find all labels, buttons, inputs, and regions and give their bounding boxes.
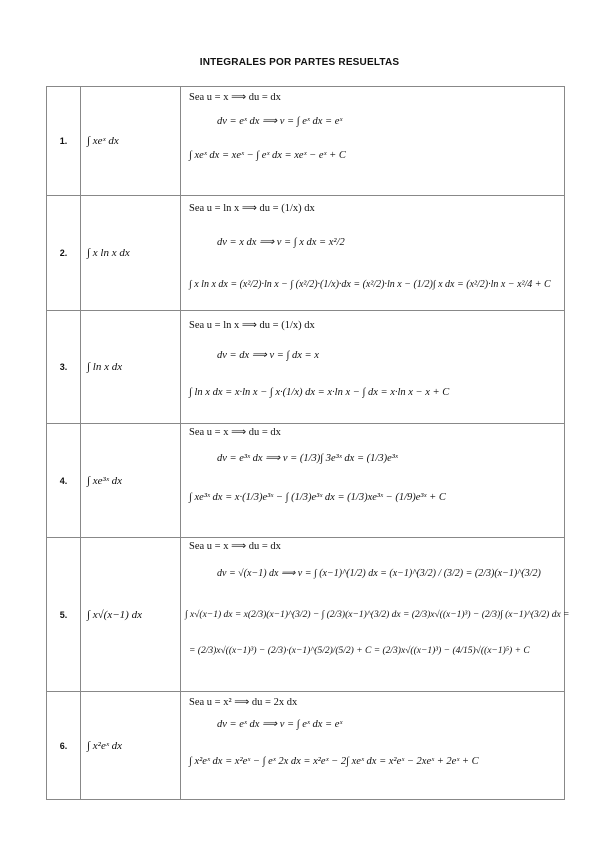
row-number: 3.	[47, 311, 81, 424]
solution-line: ∫ x ln x dx = (x²/2)·ln x − ∫ (x²/2)·(1/x)·dx = (x²/2)·ln x − (1/2)∫ x dx = (x²/2)·ln x − x²/4 + C	[189, 279, 551, 290]
table-row	[47, 692, 565, 800]
solution-line: Sea u = x ⟹ du = dx	[189, 92, 281, 103]
integral-expression: ∫ ln x dx	[81, 311, 181, 424]
solution-line: ∫ ln x dx = x·ln x − ∫ x·(1/x) dx = x·ln x − ∫ dx = x·ln x − x + C	[189, 387, 450, 398]
row-number: 5.	[47, 538, 81, 692]
solution-line: ∫ x√(x−1) dx = x(2/3)(x−1)^(3/2) − ∫ (2/3)(x−1)^(3/2) dx = (2/3)x√((x−1)³) − (2/3)∫ (x−1)^(3/2) dx =	[185, 610, 570, 620]
solution-line: Sea u = x ⟹ du = dx	[189, 427, 281, 438]
solution-line: Sea u = ln x ⟹ du = (1/x) dx	[189, 320, 315, 331]
solution-cell	[181, 424, 565, 538]
table-row	[47, 311, 565, 424]
integral-expression: ∫ x²eˣ dx	[81, 692, 181, 800]
integrals-table	[46, 86, 570, 800]
solution-line: Sea u = x ⟹ du = dx	[189, 541, 281, 552]
row-number: 1.	[47, 87, 81, 196]
solution-cell	[181, 692, 565, 800]
solution-cell	[181, 87, 565, 196]
solution-line: dv = e³ˣ dx ⟹ v = (1/3)∫ 3e³ˣ dx = (1/3)e³ˣ	[217, 453, 398, 464]
table-row	[47, 538, 565, 692]
row-number: 2.	[47, 196, 81, 311]
solution-line: dv = x dx ⟹ v = ∫ x dx = x²/2	[217, 237, 345, 248]
solution-cell	[181, 196, 565, 311]
solution-line: ∫ xe³ˣ dx = x·(1/3)e³ˣ − ∫ (1/3)e³ˣ dx = (1/3)xe³ˣ − (1/9)e³ˣ + C	[189, 492, 446, 503]
solution-line: dv = eˣ dx ⟹ v = ∫ eˣ dx = eˣ	[217, 116, 343, 127]
row-number: 4.	[47, 424, 81, 538]
solution-line: dv = √(x−1) dx ⟹ v = ∫ (x−1)^(1/2) dx = (x−1)^(3/2) / (3/2) = (2/3)(x−1)^(3/2)	[217, 568, 541, 579]
solution-line: ∫ xeˣ dx = xeˣ − ∫ eˣ dx = xeˣ − eˣ + C	[189, 150, 346, 161]
solution-cell	[181, 538, 570, 692]
page-title: INTEGRALES POR PARTES RESUELTAS	[199, 57, 400, 68]
solution-line: Sea u = x² ⟹ du = 2x dx	[189, 697, 298, 708]
solution-line: ∫ x²eˣ dx = x²eˣ − ∫ eˣ 2x dx = x²eˣ − 2∫ xeˣ dx = x²eˣ − 2xeˣ + 2eˣ + C	[189, 756, 479, 767]
row-number: 6.	[47, 692, 81, 800]
solution-line: = (2/3)x√((x−1)³) − (2/3)·(x−1)^(5/2)/(5/2) + C = (2/3)x√((x−1)³) − (4/15)√((x−1)⁵) + C	[189, 646, 530, 656]
integral-expression: ∫ x√(x−1) dx	[81, 538, 181, 692]
solution-line: dv = eˣ dx ⟹ v = ∫ eˣ dx = eˣ	[217, 719, 343, 730]
solution-cell	[181, 311, 565, 424]
table-row	[47, 196, 565, 311]
integral-expression: ∫ x ln x dx	[81, 196, 181, 311]
integral-expression: ∫ xeˣ dx	[81, 87, 181, 196]
integral-expression: ∫ xe³ˣ dx	[81, 424, 181, 538]
solution-line: dv = dx ⟹ v = ∫ dx = x	[217, 350, 319, 361]
table-row	[47, 424, 565, 538]
solution-line: Sea u = ln x ⟹ du = (1/x) dx	[189, 203, 315, 214]
table-row	[47, 87, 565, 196]
